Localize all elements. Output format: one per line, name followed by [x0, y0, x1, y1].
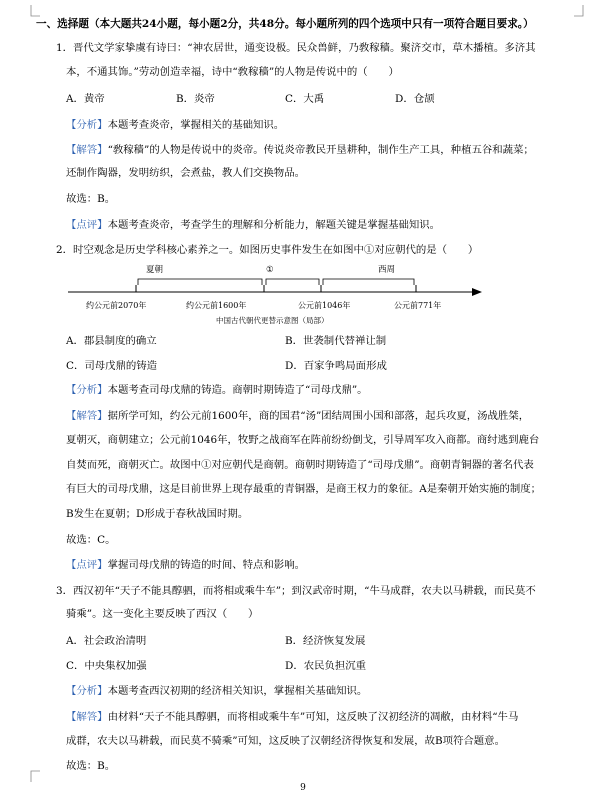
q1-answer-text1: “敎稼穑”的人物是传说中的炎帝。传说炎帝教民开垦耕种，制作生产工具，种植五谷和蔬菜；	[107, 144, 534, 156]
q1-comment-text: 本题考查炎帝，考查学生的理解和分析能力，解题关键是掌握基础知识。	[107, 219, 441, 231]
comment-tag: 【点评】	[66, 559, 108, 571]
bottom-left-crop-mark	[28, 770, 40, 782]
q2-answer-line4: 有巨大的司母戊鼎，这是目前世界上现存最重的青铜器，是商王权力的象征。A是秦朝开始实施的制度；	[66, 483, 542, 495]
shang-bracket	[266, 279, 319, 285]
q1-stem-line2: 本，不通其饰。”劳动创造幸福，诗中“敎稼穑”的人物是传说中的（ ）	[66, 66, 399, 78]
q1-stem-line1: 1．晋代文学家挚虞有诗曰：“神农居世，通变设极。民众兽鲜，乃敎稼穑。聚济交市，草木播植。多济其	[56, 42, 536, 54]
q2-answer-line2: 夏朝灭，商朝建立；公元前1046年，牧野之战商军在阵前纷纷倒戈，引导周军攻入商都。商纣逃到鹿台	[66, 434, 540, 446]
q1-comment	[66, 218, 566, 232]
label-1046bc: 公元前1046年	[298, 301, 351, 310]
q1-option-b: B．炎帝	[176, 93, 215, 105]
timeline-arrow	[472, 288, 482, 296]
comment-tag: 【点评】	[66, 219, 108, 231]
answer-tag: 【解答】	[66, 410, 108, 422]
q2-answer-line3: 自焚而死，商朝灭亡。故图中①对应朝代是商朝。商朝时期铸造了“司母戊鼎”。商朝青铜器的著名代表	[66, 459, 534, 471]
q3-option-b: B．经济恢复发展	[285, 635, 366, 647]
q2-option-d: D．百家争鸣局面形成	[285, 360, 387, 372]
q2-analysis-text: 本题考查司母戊鼎的铸造。商朝时期铸造了“司母戊鼎”。	[107, 384, 368, 396]
label-2070bc: 约公元前2070年	[86, 301, 147, 310]
label-771bc: 公元前771年	[394, 301, 442, 310]
xia-bracket	[138, 279, 262, 285]
q2-answer-text1: 据所学可知，约公元前1600年，商的国君“汤”团结周围小国和部落，起兵攻夏，汤战胜桀，	[107, 410, 530, 422]
q3-answer-line2: 成群，农夫以马耕载，而民莫不骑乘”可知，这反映了汉朝经济得恢复和发展，故B项符合题意。	[66, 735, 505, 747]
q2-result: 故选：C。	[66, 534, 116, 546]
q3-answer-line1	[66, 710, 566, 724]
q3-option-c: C．中央集权加强	[66, 660, 147, 672]
q3-result: 故选：B。	[66, 760, 116, 772]
q2-option-b: B．世袭制代替禅让制	[285, 335, 387, 347]
answer-tag: 【解答】	[66, 711, 108, 723]
q2-analysis	[66, 383, 566, 397]
timeline-caption: 中国古代朝代更替示意图（局部）	[216, 316, 329, 325]
analysis-tag: 【分析】	[66, 685, 108, 697]
q2-comment-text: 掌握司母戊鼎的铸造的时间、特点和影响。	[107, 559, 305, 571]
label-western-zhou: 西周	[378, 265, 396, 275]
q1-option-a: A．黄帝	[66, 93, 105, 105]
top-right-crop-mark	[574, 5, 586, 17]
q2-option-c: C．司母戊鼎的铸造	[66, 360, 158, 372]
top-left-crop-mark	[28, 5, 40, 17]
analysis-tag: 【分析】	[66, 384, 108, 396]
q2-answer-line1	[66, 409, 566, 423]
q3-option-d: D．农民负担沉重	[285, 660, 367, 672]
q3-analysis	[66, 684, 566, 698]
q1-option-c: C．大禹	[285, 93, 325, 105]
analysis-tag: 【分析】	[66, 119, 108, 131]
q1-analysis-text: 本题考查炎帝，掌握相关的基础知识。	[107, 119, 285, 131]
dynasty-timeline-diagram	[66, 261, 486, 331]
q3-analysis-text: 本题考查西汉初期的经济相关知识，掌握相关基础知识。	[107, 685, 368, 697]
q2-stem: 2．时空观念是历史学科核心素养之一。如图历史事件发生在如图中①对应朝代的是（ ）	[56, 244, 479, 256]
q3-stem-line1: 3．西汉初年“天子不能具醇驷，而将相或乘牛车”；到汉武帝时期，“牛马成群，农夫以马耕载，而民莫不	[56, 585, 536, 597]
q1-answer-line2: 还制作陶器，发明纺织，会煮盐，教人们交换物品。	[66, 167, 305, 179]
page-number: 9	[300, 783, 306, 793]
q2-comment	[66, 558, 566, 572]
answer-tag: 【解答】	[66, 144, 108, 156]
q1-result: 故选：B。	[66, 193, 116, 205]
q2-option-a: A．郡县制度的确立	[66, 335, 157, 347]
q1-option-d: D．仓颉	[395, 93, 435, 105]
section-title: 一、选择题（本大题共24小题，每小题2分，共48分。每小题所列的四个选项中只有一项符合题目要求。）	[36, 18, 534, 30]
label-xia: 夏朝	[146, 265, 164, 275]
q3-answer-text1: 由材料“天子不能具醇驷，而将相或乘牛车”可知，这反映了汉初经济的凋敝，由材料“牛马	[107, 711, 519, 723]
q1-answer-line1	[66, 143, 566, 157]
q2-answer-line5: B发生在夏朝；D形成于春秋战国时期。	[66, 508, 249, 520]
q1-analysis	[66, 118, 566, 132]
label-circle-1: ①	[266, 265, 274, 275]
zhou-bracket	[323, 279, 414, 285]
q3-option-a: A．社会政治清明	[66, 635, 147, 647]
q3-stem-line2: 骑乘”。这一变化主要反映了西汉（ ）	[66, 608, 259, 620]
label-1600bc: 约公元前1600年	[186, 301, 247, 310]
